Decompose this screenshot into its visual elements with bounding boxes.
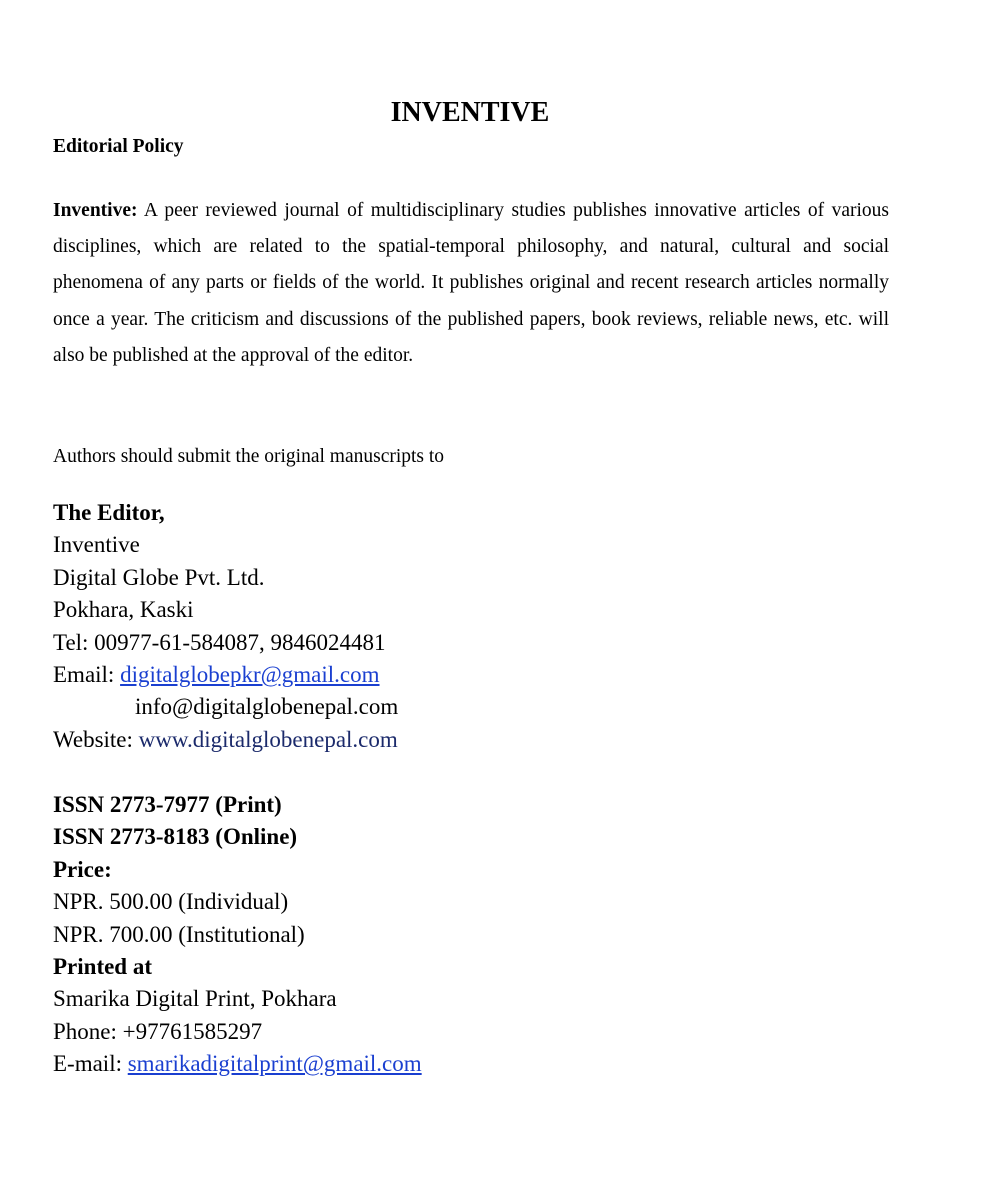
- policy-body: A peer reviewed journal of multidisciplinary studies publishes innovative articles of various disciplines, which are related to the spatial-temporal philosophy, and natural, cultural and social phenomena of any parts or fields of the world. It publishes original and recent research articles normally once a year. The criticism and discussions of the published papers, book reviews, reliable news, etc. will also be published at the approval of the editor.: [53, 200, 889, 366]
- editor-contact-block: [53, 497, 398, 756]
- editor-email-label: Email:: [53, 662, 121, 688]
- editor-email-row: [53, 659, 398, 691]
- editor-email-secondary: info@digitalglobenepal.com: [135, 694, 399, 720]
- issn-print: ISSN 2773-7977 (Print): [53, 792, 282, 817]
- editor-email-link[interactable]: digitalglobepkr@gmail.com: [120, 662, 380, 688]
- printer-email-label: E-mail:: [53, 1051, 128, 1077]
- printer-name: Smarika Digital Print, Pokhara: [53, 986, 337, 1012]
- issn-online: ISSN 2773-8183 (Online): [53, 824, 298, 850]
- printed-at-label: Printed at: [53, 954, 153, 980]
- section-heading-editorial-policy: Editorial Policy: [53, 136, 184, 157]
- editor-company: Digital Globe Pvt. Ltd.: [53, 564, 265, 590]
- editor-heading: The Editor,: [53, 500, 165, 525]
- submission-instruction: Authors should submit the original manuscripts to: [53, 446, 445, 467]
- editor-location: Pokhara, Kaski: [53, 597, 194, 623]
- printer-email-row: [53, 1048, 422, 1080]
- printer-email-link[interactable]: smarikadigitalprint@gmail.com: [127, 1051, 422, 1077]
- editor-journal-name: Inventive: [53, 532, 140, 558]
- journal-title: INVENTIVE: [390, 97, 550, 128]
- editorial-policy-paragraph: [53, 193, 889, 374]
- editor-website-row: [53, 724, 398, 756]
- price-institutional: NPR. 700.00 (Institutional): [53, 921, 305, 947]
- printer-phone: Phone: +97761585297: [53, 1018, 263, 1044]
- publication-info-block: [53, 789, 422, 1081]
- price-label: Price:: [53, 856, 112, 882]
- policy-lead: Inventive:: [53, 200, 138, 221]
- editor-telephone: Tel: 00977-61-584087, 9846024481: [53, 629, 386, 655]
- editor-website-label: Website:: [53, 726, 139, 752]
- price-individual: NPR. 500.00 (Individual): [53, 889, 289, 915]
- editor-website-link[interactable]: www.digitalglobenepal.com: [138, 726, 398, 752]
